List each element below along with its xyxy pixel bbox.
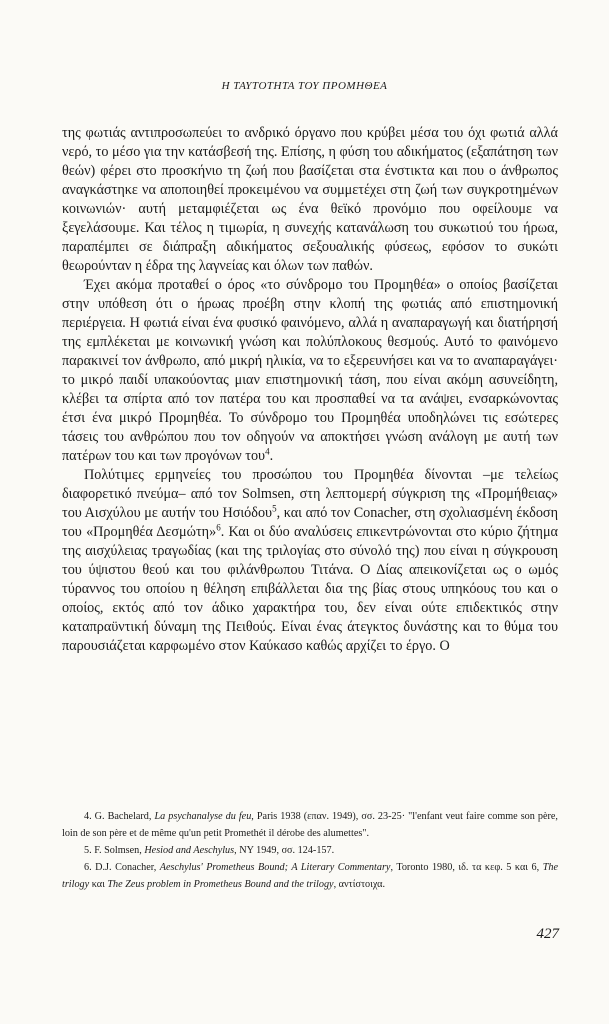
footnote-4-title: La psychanalyse du feu (154, 811, 252, 822)
running-head: Η ΤΑΥΤΟΤΗΤΑ ΤΟΥ ΠΡΟΜΗΘΕΑ (221, 80, 388, 92)
footnote-6-title2: The trilogy (62, 862, 558, 890)
footnote-5-rest: , NY 1949, σσ. 124-157. (234, 845, 335, 856)
paragraph-3 (62, 466, 558, 656)
paragraph-3-part2: , και από τον Conacher, στη σχολιασμένη έκδοση του «Προμηθέα Δεσμώτη» (62, 505, 558, 540)
footnote-6-rest: , Toronto 1980, ιδ. τα κεφ. 5 και 6, (390, 862, 543, 873)
footnote-6-prefix: 6. D.J. Conacher, (84, 862, 160, 873)
page-number: 427 (536, 926, 559, 942)
footnotes (62, 808, 558, 893)
footnote-4 (62, 808, 558, 842)
footnote-6-end: , αντίστοιχα. (333, 879, 386, 890)
paragraph-3-part1: Πολύτιμες ερμηνείες του προσώπου του Προμηθέα δίνονται –με τελείως διαφορετικό πνεύμα– από τον Solmsen, στη λεπτομερή σύγκριση της «Προμήθειας» του Αισχύλου με αυτήν του Ησιόδου (62, 467, 558, 521)
footnote-4-prefix: 4. G. Bachelard, (84, 811, 155, 822)
footnote-5-prefix: 5. F. Solmsen, (84, 845, 145, 856)
paragraph-2-text: Έχει ακόμα προταθεί ο όρος «το σύνδρομο του Προμηθέα» ο οποίος βασίζεται στην υπόθεση ότι ο ήρωας προέβη στην κλοπή της φωτιάς από επιστημονική περιέργεια. Η φωτιά είναι ένα φυσικό φαινόμενο, αλλά η αναπαραγωγή και διατήρησή της εμπλέκεται με κοινωνική γνώση και πολύπλοκους θεσμούς. Αυτό το φαινόμενο παρακινεί τον άνθρωπο, από μικρή ηλικία, να το εξερευνήσει και να το αναπαραγάγει· το μικρό παιδί υπακούοντας μιαν επιστημονική τάση, που είναι ακόμη ασυνείδητη, κλέβει τα σπίρτα από τον πατέρα του και προσπαθεί να τα ανάψει, ενσαρκώνοντας έτσι ένα μικρό Προμηθέα. Το σύνδρομο του Προμηθέα υποδηλώνει τις εσώτερες τάσεις του ανθρώπου που τον οδηγούν να αποκτήσει γνώση ανάλογη με αυτή των πατέρων του και των προγόνων του (62, 277, 558, 464)
footnote-ref-5: 5 (272, 503, 277, 514)
footnote-4-rest: , Paris 1938 (επαν. 1949), σσ. 23-25· "l'enfant veut faire comme son père, loin de son père et de même qu'un petit Promethét il dérobe des alumettes". (62, 811, 558, 839)
footnote-6 (62, 859, 558, 893)
footnote-5 (62, 842, 558, 859)
footnote-6-title3: The Zeus problem in Prometheus Bound and the trilogy (107, 879, 334, 890)
paragraph-1: της φωτιάς αντιπροσωπεύει το ανδρικό όργανο που κρύβει μέσα του όχι φωτιά αλλά νερό, το μέσο για την κατάσβεσή της. Επίσης, η φύση του αδικήματος (εξαπάτηση των θεών) φέρει στο προσκήνιο τη ζωή που βασίζεται στα ένστικτα και που ο άνθρωπος αναγκάστηκε να αποποιηθεί προκειμένου να συμμετέχει στη ζωή των συγκροτημένων κοινωνιών· αυτή μεταμφιέζεται ως ένα θεϊκό προνόμιο που οφείλουμε να ξεγελάσουμε. Και τέλος η τιμωρία, η συνεχής κατανάλωση του συκωτιού του ήρωα, παραπέμπει σε διάπραξη αδικήματος σεξουαλικής φύσεως, εφόσον το συκώτι θεωρούνταν η έδρα της λαγνείας και όλων των παθών. (62, 125, 558, 274)
footnote-ref-4: 4 (265, 446, 270, 457)
paragraph-2: Έχει ακόμα προταθεί ο όρος «το σύνδρομο του Προμηθέα» ο οποίος βασίζεται στην υπόθεση ότι ο ήρωας προέβη στην κλοπή της φωτιάς από επιστημονική περιέργεια. Η φωτιά είναι ένα φυσικό φαινόμενο, αλλά η αναπαραγωγή και διατήρησή της εμπλέκεται με κοινωνική γνώση και πολύπλοκους θεσμούς. Αυτό το φαινόμενο παρακινεί τον άνθρωπο, από μικρή ηλικία, να το εξερευνήσει και να το αναπαραγάγει· το μικρό παιδί υπακούοντας μιαν επιστημονική τάση, που είναι ακόμη ασυνείδητη, κλέβει τα σπίρτα από τον πατέρα του και προσπαθεί να τα ανάψει, ενσαρκώνοντας έτσι ένα μικρό Προμηθέα. Το σύνδρομο του Προμηθέα υποδηλώνει τις εσώτερες τάσεις του ανθρώπου που τον οδηγούν να αποκτήσει γνώση ανάλογη με αυτή των πατέρων του και των προγόνων του$^4$. (62, 277, 558, 464)
footnote-ref-6: 6 (216, 522, 221, 533)
footnote-6-mid: και (89, 879, 108, 890)
main-text (62, 124, 558, 656)
footnote-6-title: Aeschylus' Prometheus Bound; A Literary Commentary (159, 862, 391, 873)
paragraph-3-part3: . Και οι δύο αναλύσεις επικεντρώνονται στο κύριο ζήτημα της αισχύλειας τραγωδίας (και της τριλογίας στο σύνολό της) που είναι η σύγκρουση του ύψιστου θεού και του φιλάνθρωπου Τιτάνα. Ο Δίας απεικονίζεται ως ο ωμός τύραννος του οποίου η θέληση επιβάλλεται δια της βίας στους υπηκόους του και ο οποίος, εκτός από τον άδικο χαρακτήρα του, δεν είναι ούτε επιδεκτικός στην καταπραϋντική δύναμη της Πειθούς. Είναι ένας άτεγκτος δυνάστης και το θύμα του παρουσιάζεται καρφωμένο στον Καύκασο καθώς αρχίζει το έργο. Ο (62, 524, 558, 654)
footnote-5-title: Hesiod and Aeschylus (144, 845, 235, 856)
